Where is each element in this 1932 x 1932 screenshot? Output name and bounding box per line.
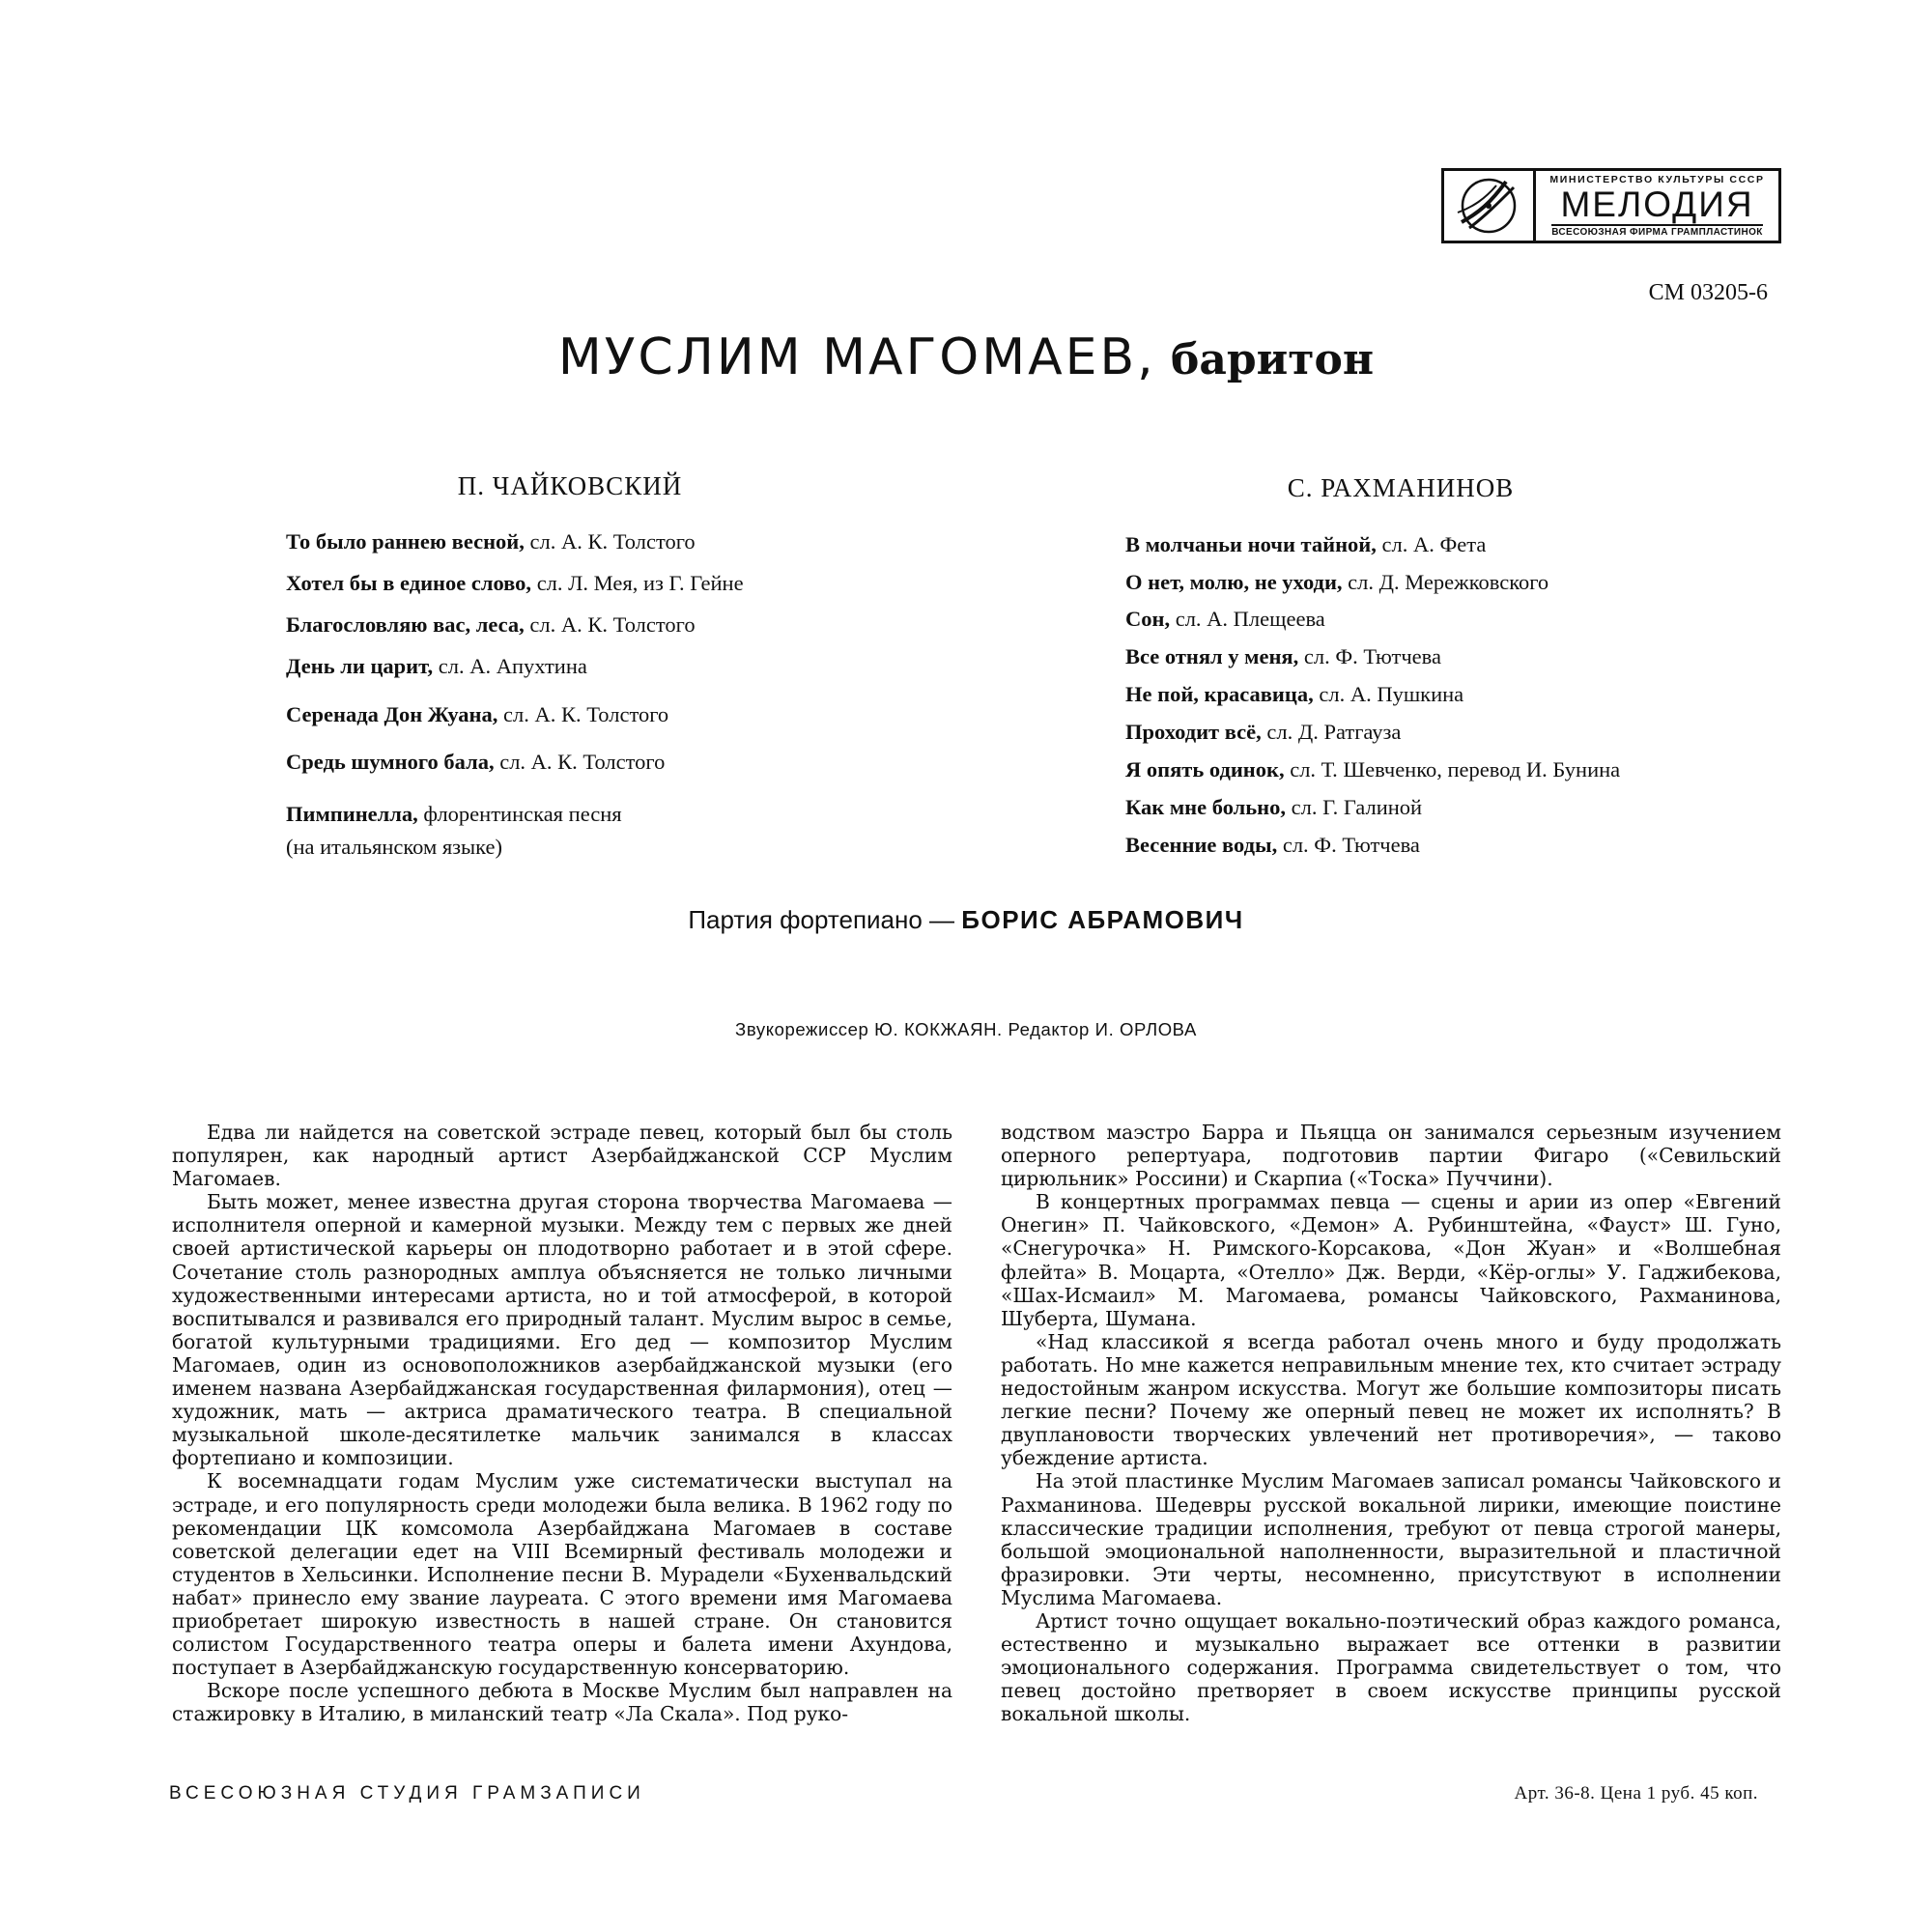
piano-label: Партия фортепиано — — [688, 905, 962, 934]
track-note: (на итальянском языке) — [286, 835, 503, 859]
notes-paragraph: В концертных программах певца — сцены и арии из опер «Евгений Онегин» П. Чайковского, «Демон» А. Рубинштейна, «Фауст» Ш. Гуно, «Снегурочка» Н. Римского-Корсакова, «Дон Жуан» и «Волшебная флейта» В. Моцарта, «Отелло» Дж. Верди, «Кёр-оглы» У. Гаджибекова, «Шах-Исмаил» М. Магомаева, романсы Чайковского, Рахманинова, Шуберта, Шумана. — [1001, 1190, 1781, 1330]
track-detail: сл. А. К. Толстого — [524, 612, 696, 637]
production-credits: Звукорежиссер Ю. КОКЖАЯН. Редактор И. ОРЛОВА — [735, 1019, 1197, 1039]
track-item — [1125, 757, 1620, 782]
notes-paragraph: Артист точно ощущает вокально-поэтический образ каждого романса, естественно и музыкально выражает все оттенки в развитии эмоционального содержания. Программа свидетельствует о том, что певец достойно претворяет в своем искусстве принципы русской вокальной школы. — [1001, 1608, 1781, 1726]
page-title — [0, 328, 1932, 386]
track-detail: сл. А. Фета — [1376, 532, 1487, 556]
track-item — [286, 750, 665, 775]
track-detail: сл. Т. Шевченко, перевод И. Бунина — [1284, 757, 1621, 781]
track-item — [1125, 644, 1441, 669]
track-title: Как мне больно, — [1125, 795, 1287, 819]
track-detail: сл. А. Апухтина — [433, 654, 587, 678]
track-item — [1125, 795, 1422, 820]
notes-paragraph: Быть может, менее известна другая сторона творчества Магомаева — исполнителя оперной и камерной музыки. Между тем с первых же дней своей артистической карьеры он плодотворно работает и в этой сфере. Сочетание столь разнородных амплуа объясняется не только личными художественными интересами артиста, но и той атмосферой, в которой воспитывался и развивался его природный талант. Муслим вырос в семье, богатой культурными традициями. Его дед — композитор Муслим Магомаев, один из основоположников азербайджанской музыки (его именем названа Азербайджанская государственная филармония), отец — художник, мать — актриса драматического театра. В специальной музыкальной школе-десятилетке мальчик занимался в классах фортепиано и композиции. — [172, 1190, 952, 1470]
track-detail: сл. А. Плещеева — [1170, 607, 1325, 631]
track-detail: сл. Ф. Тютчева — [1298, 644, 1441, 668]
track-title: Проходит всё, — [1125, 720, 1262, 744]
track-title: Сон, — [1125, 607, 1171, 631]
track-detail: сл. А. К. Толстого — [524, 529, 696, 554]
price-label: Арт. 36-8. Цена 1 руб. 45 коп. — [1514, 1783, 1758, 1804]
logo-ministry: МИНИСТЕРСТВО КУЛЬТУРЫ СССР — [1549, 174, 1765, 185]
melodiya-mark-icon — [1444, 171, 1536, 241]
track-detail: сл. А. К. Толстого — [497, 702, 669, 726]
notes-paragraph: На этой пластинке Муслим Магомаев записал романсы Чайковского и Рахманинова. Шедевры русской вокальной лирики, имеющие поистине классические традиции исполнения, требуют от певца строгой манеры, большой эмоциональной наполненности, выразительной и пластичной фразировки. Эти черты, несомненно, присутствуют в исполнении Муслима Магомаева. — [1001, 1469, 1781, 1609]
track-detail: сл. А. Пушкина — [1313, 682, 1464, 706]
studio-name: ВСЕСОЮЗНАЯ СТУДИЯ ГРАМЗАПИСИ — [169, 1783, 645, 1804]
track-title: Серенада Дон Жуана, — [286, 702, 498, 726]
artist-voice: баритон — [1155, 335, 1375, 384]
track-detail: сл. Ф. Тютчева — [1277, 833, 1420, 857]
notes-paragraph: Едва ли найдется на советской эстраде певец, который был бы столь популярен, как народный артист Азербайджанской ССР Муслим Магомаев. — [172, 1121, 952, 1191]
track-detail: сл. Д. Мережковского — [1342, 570, 1549, 594]
artist-name: МУСЛИМ МАГОМАЕВ, — [557, 328, 1156, 386]
track-title: Средь шумного бала, — [286, 750, 495, 774]
track-title: О нет, молю, не уходи, — [1125, 570, 1343, 594]
track-item — [286, 702, 668, 727]
track-item — [1125, 607, 1325, 632]
track-detail: сл. Д. Ратгауза — [1261, 720, 1402, 744]
track-detail: сл. А. К. Толстого — [494, 750, 666, 774]
piano-credit — [0, 905, 1932, 935]
track-title: Пимпинелла, — [286, 802, 418, 826]
notes-paragraph: водством маэстро Барра и Пьяцца он занимался серьезным изучением оперного репертуара, подготовив партии Фигаро («Севильский цирюльник» Россини) и Скарпиа («Тоска» Пуччини). — [1001, 1121, 1781, 1191]
track-title: Все отнял у меня, — [1125, 644, 1299, 668]
track-detail: сл. Л. Мея, из Г. Гейне — [531, 571, 744, 595]
track-item — [286, 798, 622, 864]
track-item — [1125, 833, 1420, 858]
melodiya-logo — [1441, 168, 1781, 243]
track-item — [286, 529, 696, 554]
track-title: Весенние воды, — [1125, 833, 1278, 857]
track-title: Благословляю вас, леса, — [286, 612, 525, 637]
track-title: Не пой, красавица, — [1125, 682, 1314, 706]
track-item — [1125, 720, 1401, 745]
notes-paragraph: К восемнадцати годам Муслим уже систематически выступал на эстраде, и его популярность среди молодежи была велика. В 1962 году по рекомендации ЦК комсомола Азербайджана Магомаев в составе советской делегации едет на VIII Всемирный фестиваль молодежи и студентов в Хельсинки. Исполнение песни В. Мурадели «Бухенвальдский набат» принесло ему звание лауреата. С этого времени имя Магомаева приобретает широкую известность в нашей стране. Он становится солистом Государственного театра оперы и балета имени Ахундова, поступает в Азербайджанскую государственную консерваторию. — [172, 1469, 952, 1680]
pianist-name: БОРИС АБРАМОВИЧ — [961, 905, 1244, 934]
track-title: В молчаньи ночи тайной, — [1125, 532, 1377, 556]
track-detail: флорентинская песня — [417, 802, 622, 826]
logo-brand: МЕЛОДИЯ — [1560, 185, 1754, 224]
liner-notes-left — [172, 1121, 952, 1725]
notes-paragraph: Вскоре после успешного дебюта в Москве Муслим был направлен на стажировку в Италию, в миланский театр «Ла Скала». Под руко- — [172, 1679, 952, 1726]
track-detail: сл. Г. Галиной — [1286, 795, 1423, 819]
track-title: День ли царит, — [286, 654, 434, 678]
track-title: Хотел бы в единое слово, — [286, 571, 532, 595]
track-title: Я опять одинок, — [1125, 757, 1285, 781]
composer-rachmaninov: С. РАХМАНИНОВ — [1287, 473, 1515, 502]
track-item — [286, 571, 744, 596]
track-item — [1125, 532, 1486, 557]
catalog-number: СМ 03205-6 — [1648, 280, 1768, 305]
track-item — [1125, 570, 1548, 595]
track-title: То было раннею весной, — [286, 529, 525, 554]
track-item — [286, 612, 696, 638]
liner-notes-right — [1001, 1121, 1781, 1725]
track-item — [286, 654, 587, 679]
composer-tchaikovsky: П. ЧАЙКОВСКИЙ — [457, 471, 683, 500]
notes-paragraph: «Над классикой я всегда работал очень много и буду продолжать работать. Но мне кажется неправильным мнение тех, кто считает эстраду недостойным жанром искусства. Могут же большие композиторы писать легкие песни? Почему же оперный певец не может их исполнять? В двуплановости творческих увлечений нет противоречия», — таково убеждение артиста. — [1001, 1329, 1781, 1470]
logo-firm: ВСЕСОЮЗНАЯ ФИРМА ГРАМПЛАСТИНОК — [1551, 224, 1763, 238]
track-item — [1125, 682, 1463, 707]
